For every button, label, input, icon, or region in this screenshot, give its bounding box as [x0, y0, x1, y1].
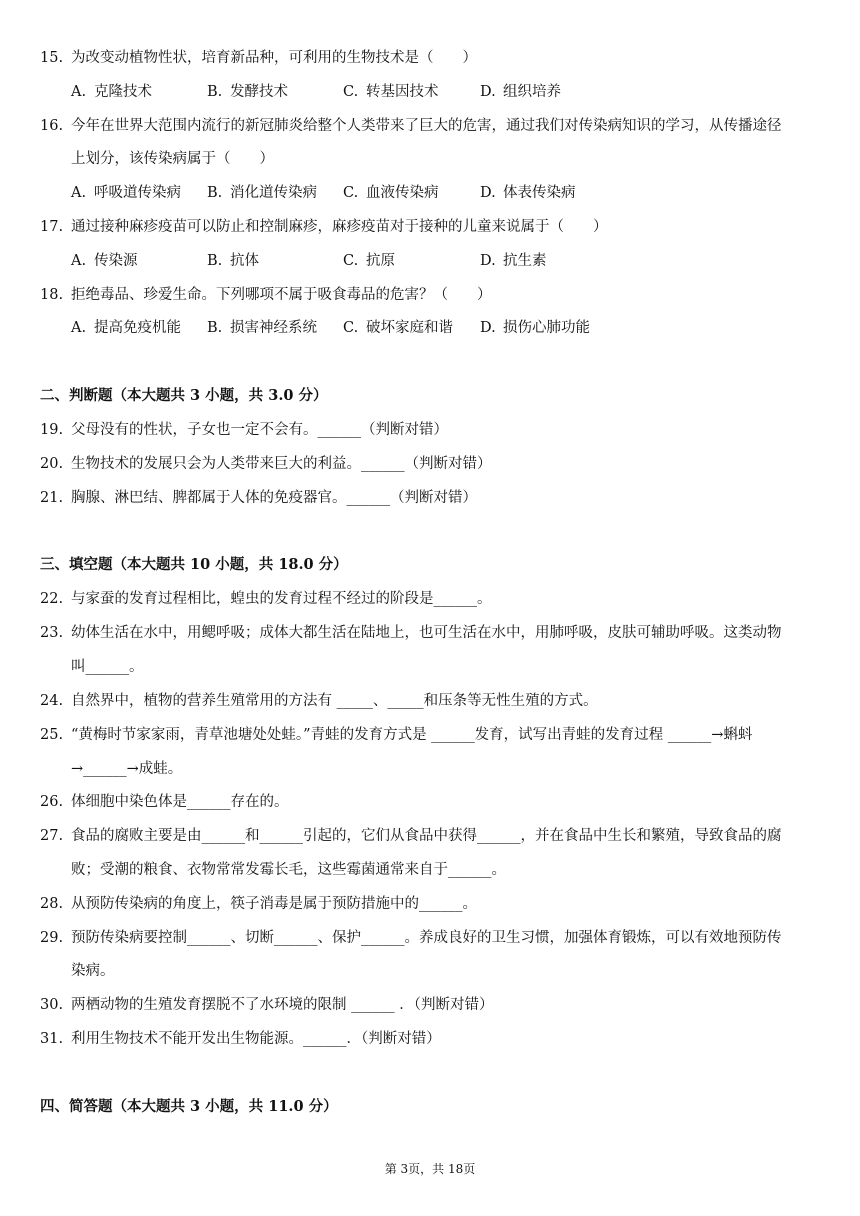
question-text: 从预防传染病的角度上，筷子消毒是属于预防措施中的______。	[71, 896, 477, 912]
question-number: 18.	[40, 287, 64, 303]
question-text: 体细胞中染色体是______存在的。	[71, 794, 289, 810]
question-text: 生物技术的发展只会为人类带来巨大的利益。______（判断对错）	[71, 456, 492, 472]
option-c: C. 抗原	[343, 253, 395, 269]
question-number: 27.	[40, 828, 64, 844]
question-text: 自然界中，植物的营养生殖常用的方法有 _____、_____和压条等无性生殖的方式。	[71, 693, 598, 709]
question-text: 胸腺、淋巴结、脾都属于人体的免疫器官。______（判断对错）	[71, 490, 477, 506]
option-b: B. 消化道传染病	[207, 185, 317, 201]
option-c: C. 破坏家庭和谐	[343, 320, 453, 336]
question-text: 今年在世界大范围内流行的新冠肺炎给整个人类带来了巨大的危害，通过我们对传染病知识的学习，从传播途径	[71, 118, 782, 134]
question-number: 23.	[40, 625, 64, 641]
question-number: 22.	[40, 591, 64, 607]
option-c: C. 转基因技术	[343, 84, 439, 100]
question-text: 与家蚕的发育过程相比，蝗虫的发育过程不经过的阶段是______。	[71, 591, 492, 607]
question-number: 29.	[40, 930, 64, 946]
section-title-short-answer: 四、简答题（本大题共 3 小题，共 11.0 分）	[40, 1098, 338, 1115]
question-number: 24.	[40, 693, 64, 709]
question-number: 31.	[40, 1031, 64, 1047]
question-text: 染病。	[71, 963, 115, 979]
section-title-judgement: 二、判断题（本大题共 3 小题，共 3.0 分）	[40, 387, 328, 404]
question-number: 15.	[40, 50, 64, 66]
question-text: 拒绝毒品、珍爱生命。下列哪项不属于吸食毒品的危害？（ ）	[71, 287, 492, 303]
question-text: →______→成蛙。	[71, 761, 183, 777]
option-b: B. 损害神经系统	[207, 320, 317, 336]
question-number: 21.	[40, 490, 64, 506]
question-number: 20.	[40, 456, 64, 472]
question-text: 食品的腐败主要是由______和______引起的，它们从食品中获得______，并在食品中生长和繁殖，导致食品的腐	[71, 828, 782, 844]
option-d: D. 体表传染病	[480, 185, 576, 201]
option-a: A. 呼吸道传染病	[71, 185, 181, 201]
question-text: “黄梅时节家家雨，青草池塘处处蛙。”青蛙的发育方式是 ______发育，试写出青蛙的发育过程 ______→蝌蚪	[71, 727, 753, 743]
question-number: 25.	[40, 727, 64, 743]
question-number: 26.	[40, 794, 64, 810]
section-title-fill-in: 三、填空题（本大题共 10 小题，共 18.0 分）	[40, 556, 348, 573]
question-number: 19.	[40, 422, 64, 438]
question-text: 通过接种麻疹疫苗可以防止和控制麻疹，麻疹疫苗对于接种的儿童来说属于（ ）	[71, 219, 608, 235]
question-text: 为改变动植物性状，培育新品种，可利用的生物技术是（ ）	[71, 50, 477, 66]
question-text: 父母没有的性状，子女也一定不会有。______（判断对错）	[71, 422, 448, 438]
question-text: 上划分，该传染病属于（ ）	[71, 151, 274, 167]
question-number: 30.	[40, 997, 64, 1013]
question-number: 16.	[40, 118, 64, 134]
option-d: D. 损伤心肺功能	[480, 320, 590, 336]
option-a: A. 提高免疫机能	[71, 320, 181, 336]
option-a: A. 传染源	[71, 253, 138, 269]
option-c: C. 血液传染病	[343, 185, 439, 201]
option-b: B. 抗体	[207, 253, 259, 269]
question-text: 预防传染病要控制______、切断______、保护______。养成良好的卫生习惯，加强体育锻炼，可以有效地预防传	[71, 930, 782, 946]
question-text: 叫______。	[71, 659, 144, 675]
question-text: 幼体生活在水中，用鳃呼吸；成体大都生活在陆地上，也可生活在水中，用肺呼吸，皮肤可辅助呼吸。这类动物	[71, 625, 782, 641]
option-d: D. 组织培养	[480, 84, 561, 100]
option-a: A. 克隆技术	[71, 84, 152, 100]
question-text: 利用生物技术不能开发出生物能源。______．（判断对错）	[71, 1031, 441, 1047]
option-b: B. 发酵技术	[207, 84, 288, 100]
page-footer: 第 3页，共 18页	[384, 1162, 476, 1176]
question-text: 败；受潮的粮食、衣物常常发霉长毛，这些霉菌通常来自于______。	[71, 862, 506, 878]
option-d: D. 抗生素	[480, 253, 547, 269]
question-number: 17.	[40, 219, 64, 235]
question-number: 28.	[40, 896, 64, 912]
question-text: 两栖动物的生殖发育摆脱不了水环境的限制 ______ ．（判断对错）	[71, 997, 494, 1013]
